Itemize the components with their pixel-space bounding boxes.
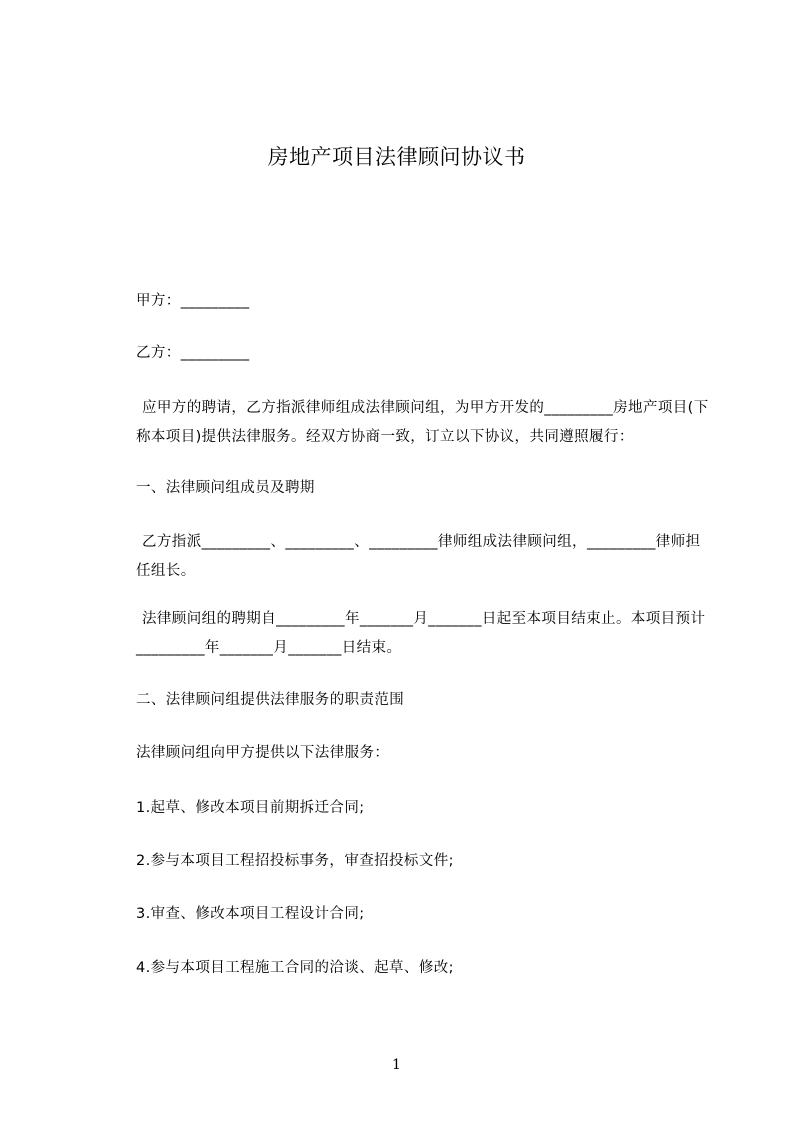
list-item: 2.参与本项目工程招投标事务，审查招投标文件;: [136, 853, 454, 869]
list-item: 1.起草、修改本项目前期拆迁合同;: [136, 800, 365, 816]
page-number: 1: [392, 1057, 401, 1073]
list-item: 4.参与本项目工程施工合同的洽谈、起草、修改;: [136, 960, 454, 976]
list-item: 3.审查、修改本项目工程设计合同;: [136, 906, 365, 922]
document-title: 房地产项目法律顾问协议书: [267, 145, 526, 169]
section-1-heading: 一、法律顾问组成员及聘期: [136, 480, 315, 496]
section-2-intro: 法律顾问组向甲方提供以下法律服务：: [136, 745, 390, 761]
section-2-heading: 二、法律顾问组提供法律服务的职责范围: [136, 692, 405, 708]
party-a-line: 甲方：_________: [136, 293, 250, 309]
intro-paragraph: 应甲方的聘请，乙方指派律师组成法律顾问组，为甲方开发的_________房地产项目(下称本项目)提供法律服务。经双方协商一致，订立以下协议，共同遵照履行：: [136, 400, 709, 445]
section-1-paragraph-members: 乙方指派_________、_________、_________律师组成法律顾问组，_________律师担任组长。: [136, 534, 701, 579]
party-b-line: 乙方：_________: [136, 345, 250, 361]
section-1-paragraph-term: 法律顾问组的聘期自_________年_______月_______日起至本项目结束止。本项目预计_________年_______月_______日结束。: [136, 611, 706, 656]
